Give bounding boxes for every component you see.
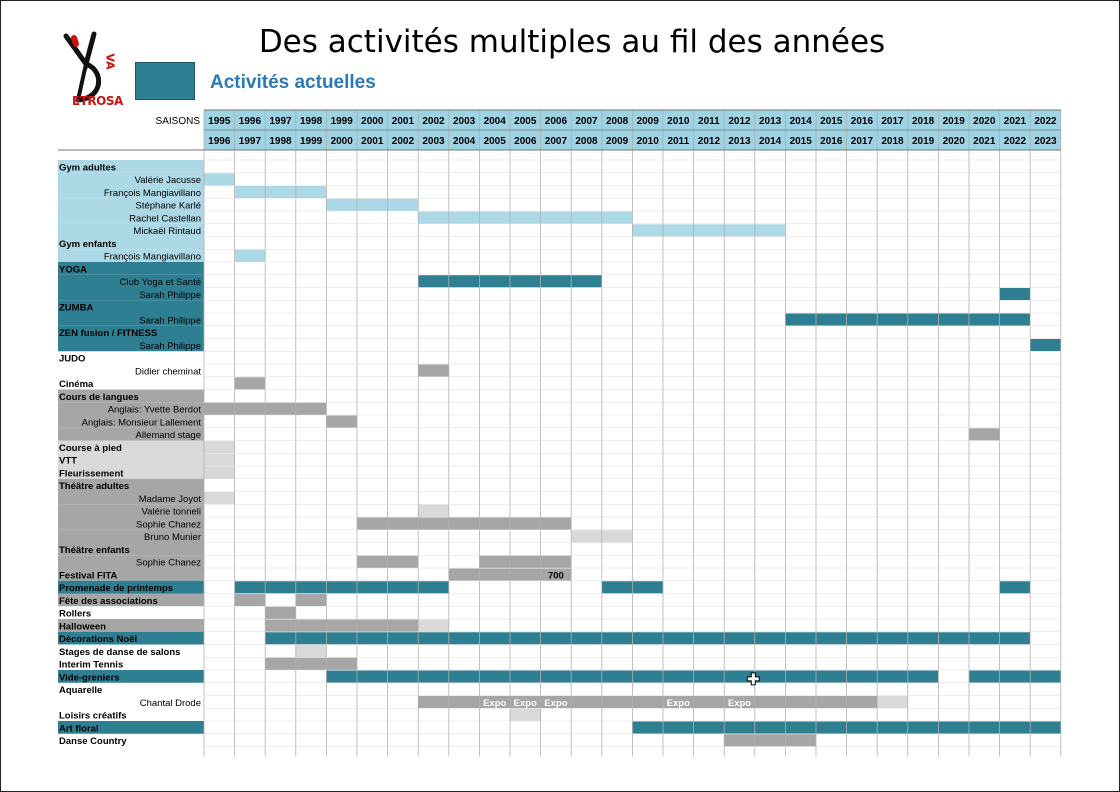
season-end-label: 2002 (391, 136, 415, 147)
season-start-label: 1995 (208, 116, 231, 127)
season-end-label: 2013 (728, 136, 751, 147)
activity-label: Gym adultes (59, 162, 117, 174)
instructor-label: Sarah Philippe (139, 340, 201, 352)
season-start-label: 2012 (728, 116, 751, 127)
season-end-label: 2009 (605, 136, 629, 147)
instructor-label: Sophie Chanez (136, 519, 201, 531)
activity-bar (204, 441, 235, 453)
season-end-label: 2000 (330, 136, 353, 147)
activity-label: Promenade de printemps (59, 583, 174, 594)
instructor-label: Anglais: Monsieur Lallement (81, 417, 201, 429)
instructor-label: François Mangiavillano (103, 187, 201, 199)
season-start-label: 2001 (391, 116, 415, 127)
page-title: Des activités multiples au fil des années (258, 24, 886, 60)
logo-va-text: VA (103, 53, 117, 70)
instructor-label: Chantal Drode (139, 697, 201, 709)
season-start-label: 2022 (1034, 116, 1057, 127)
instructor-label: Allemand stage (135, 430, 201, 441)
instructor-label: François Mangiavillano (103, 251, 201, 263)
expo-label: Expo (513, 697, 537, 709)
season-end-label: 2018 (881, 136, 904, 147)
activity-label: Fête des associations (59, 595, 158, 607)
season-start-label: 2009 (636, 116, 659, 127)
season-end-label: 2008 (575, 136, 598, 147)
activity-label: Festival FITA (59, 570, 118, 582)
activity-bar (326, 199, 418, 211)
season-start-label: 2010 (667, 116, 690, 127)
instructor-label: Anglais: Yvette Berdot (107, 404, 201, 416)
activity-bar (296, 645, 327, 657)
season-start-label: 1997 (269, 116, 292, 127)
instructor-label: Mickaël Rintaud (133, 226, 201, 237)
season-start-label: 2007 (575, 116, 598, 127)
activity-bar (1000, 288, 1031, 300)
activity-bar (724, 734, 816, 746)
season-end-label: 2016 (820, 136, 843, 147)
season-end-label: 1999 (299, 136, 323, 147)
season-end-label: 2007 (544, 136, 568, 147)
season-start-label: 2006 (544, 116, 568, 127)
activity-label: Gym enfants (59, 238, 117, 250)
instructor-label: Sophie Chanez (136, 557, 201, 569)
season-start-label: 2018 (911, 116, 935, 127)
season-end-label: 2001 (361, 136, 384, 147)
season-start-label: 2017 (881, 116, 904, 127)
activity-bar (510, 709, 541, 721)
activity-label: Cinéma (59, 379, 94, 390)
season-end-label: 1998 (269, 136, 292, 147)
activity-label: Interim Tennis (59, 659, 124, 671)
instructor-label: Didier cheminat (135, 366, 201, 378)
activity-label: Théâtre enfants (59, 544, 130, 556)
activity-bar (265, 620, 418, 632)
activity-bar (235, 581, 449, 593)
activity-bar (877, 696, 908, 708)
activity-label: Art floral (59, 723, 99, 735)
season-end-label: 2005 (483, 136, 506, 147)
activity-label: Halloween (59, 621, 106, 633)
season-start-label: 2011 (698, 116, 720, 127)
activity-label: Théâtre adultes (59, 481, 130, 492)
season-end-label: 2004 (452, 136, 476, 147)
season-end-label: 2022 (1003, 136, 1027, 147)
expo-label: Expo (666, 697, 690, 709)
activity-label: VTT (59, 455, 77, 467)
activity-bar (204, 173, 235, 185)
season-end-label: 2015 (789, 136, 812, 147)
season-end-label: 2019 (911, 136, 935, 147)
season-start-label: 2002 (422, 116, 445, 127)
instructor-label: Sarah Philippe (139, 289, 201, 301)
activity-bar (204, 467, 235, 479)
activity-bar (265, 607, 296, 619)
activity-bar (418, 505, 449, 517)
activity-bar (204, 454, 235, 466)
activity-label: Fleurissement (59, 468, 124, 480)
activity-bar (235, 186, 327, 198)
activity-label: Loisirs créatifs (59, 710, 127, 722)
activity-label: Aquarelle (59, 685, 103, 696)
activity-bar (418, 212, 632, 224)
activity-bar (418, 620, 449, 632)
activity-bar (632, 224, 785, 236)
activity-label: Stages de danse de salons (59, 646, 181, 658)
season-end-label: 2012 (697, 136, 721, 147)
activity-bar (357, 518, 571, 530)
expo-label: Expo (727, 697, 752, 709)
season-end-label: 2017 (850, 136, 874, 147)
activity-bar (326, 416, 357, 428)
saisons-label: SAISONS (155, 116, 200, 127)
activity-label: Rollers (59, 608, 92, 620)
activity-bar (969, 428, 1000, 440)
logo-etrosa-text: ETROSA (72, 94, 123, 108)
activity-bar (296, 594, 327, 606)
activity-bar (265, 658, 357, 670)
activity-bar (235, 594, 266, 606)
activity-bar (479, 556, 571, 568)
season-start-label: 1996 (238, 116, 262, 127)
festival-note-label: 700 (547, 570, 564, 582)
season-end-label: 2011 (667, 136, 690, 147)
instructor-label: Stéphane Karlé (135, 200, 201, 212)
activity-bar (265, 632, 1030, 644)
instructor-label: Rachel Castellan (129, 213, 201, 225)
activity-bar (418, 365, 449, 377)
season-end-label: 1997 (238, 136, 262, 147)
season-end-label: 2006 (514, 136, 537, 147)
activity-bar (1000, 581, 1031, 593)
season-end-label: 2021 (973, 136, 996, 147)
season-start-label: 2020 (973, 116, 996, 127)
activity-bar (204, 492, 235, 504)
activity-bar (969, 671, 1061, 683)
season-end-label: 2014 (758, 136, 782, 147)
activity-bar (1030, 339, 1061, 351)
instructor-label: Club Yoga et Santé (119, 277, 201, 288)
season-end-label: 2023 (1034, 136, 1057, 147)
instructor-label: Valérie Jacusse (134, 175, 201, 186)
activity-label: Danse Country (59, 736, 127, 747)
activity-label: Vide-greniers (59, 672, 120, 684)
instructor-label: Valérie tonneli (141, 506, 201, 518)
season-start-label: 2005 (514, 116, 537, 127)
row-label-bg (58, 453, 204, 466)
instructor-label: Bruno Munier (143, 532, 201, 543)
activity-label: Décorations Noël (59, 634, 138, 645)
instructor-label: Sarah Philippe (139, 315, 201, 327)
season-end-label: 1996 (208, 136, 231, 147)
season-start-label: 2014 (789, 116, 812, 127)
season-start-label: 1999 (330, 116, 353, 127)
activity-label: ZUMBA (59, 302, 94, 314)
season-start-label: 2016 (850, 116, 874, 127)
season-start-label: 2015 (820, 116, 843, 127)
expo-label: Expo (483, 697, 507, 709)
season-start-label: 2021 (1003, 116, 1027, 127)
season-start-label: 2004 (483, 116, 506, 127)
season-start-label: 2019 (942, 116, 965, 127)
activity-bar (235, 377, 266, 389)
season-start-label: 2008 (605, 116, 629, 127)
season-start-label: 2003 (452, 116, 476, 127)
activity-label: JUDO (59, 353, 86, 365)
season-end-label: 2020 (942, 136, 965, 147)
activity-label: ZEN fusion / FITNESS (59, 328, 158, 339)
season-end-label: 2010 (636, 136, 659, 147)
activity-label: Cours de langues (59, 391, 139, 403)
activity-label: YOGA (59, 264, 87, 276)
season-start-label: 2000 (361, 116, 384, 127)
season-start-label: 1998 (299, 116, 323, 127)
activity-bar (235, 250, 266, 262)
instructor-label: Madame Joyot (138, 493, 201, 505)
season-end-label: 2003 (422, 136, 445, 147)
activity-label: Course à pied (59, 442, 122, 454)
legend-label-current: Activités actuelles (210, 72, 376, 93)
expo-label: Expo (544, 697, 568, 709)
season-start-label: 2013 (758, 116, 782, 127)
